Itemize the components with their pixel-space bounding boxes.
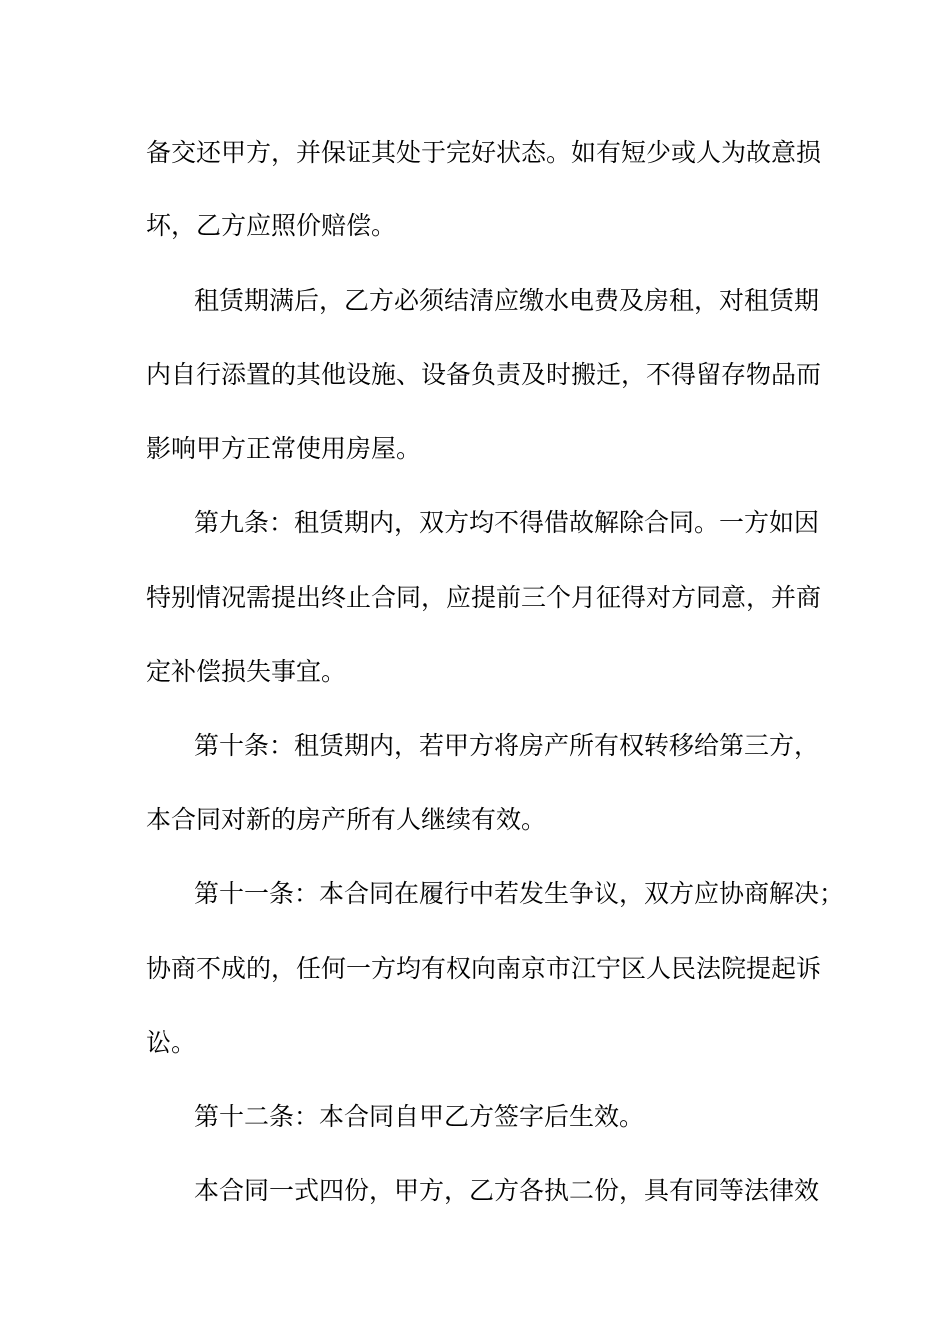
- text-line: 备交还甲方，并保证其处于完好状态。如有短少或人为故意损: [146, 138, 822, 167]
- text-line: 影响甲方正常使用房屋。: [146, 434, 422, 463]
- paragraph-first-line: 租赁期满后，乙方必须结清应缴水电费及房租，对租赁期: [194, 286, 820, 315]
- text-line: 内自行添置的其他设施、设备负责及时搬迁，不得留存物品而: [146, 360, 822, 389]
- article-11-heading-line: 第十一条：本合同在履行中若发生争议，双方应协商解决；: [194, 879, 845, 908]
- text-line: 讼。: [146, 1028, 197, 1057]
- text-line: 协商不成的，任何一方均有权向南京市江宁区人民法院提起诉: [146, 954, 822, 983]
- article-9-heading-line: 第九条：租赁期内，双方均不得借故解除合同。一方如因: [194, 508, 820, 537]
- text-line: 定补偿损失事宜。: [146, 657, 347, 686]
- text-line: 坏，乙方应照价赔偿。: [146, 211, 397, 240]
- article-10-heading-line: 第十条：租赁期内，若甲方将房产所有权转移给第三方，: [194, 731, 820, 760]
- text-line: 本合同对新的房产所有人继续有效。: [146, 805, 547, 834]
- article-12-heading-line: 第十二条：本合同自甲乙方签字后生效。: [194, 1102, 645, 1131]
- paragraph-first-line: 本合同一式四份，甲方，乙方各执二份，具有同等法律效: [194, 1176, 820, 1205]
- text-line: 特别情况需提出终止合同，应提前三个月征得对方同意，并商: [146, 583, 822, 612]
